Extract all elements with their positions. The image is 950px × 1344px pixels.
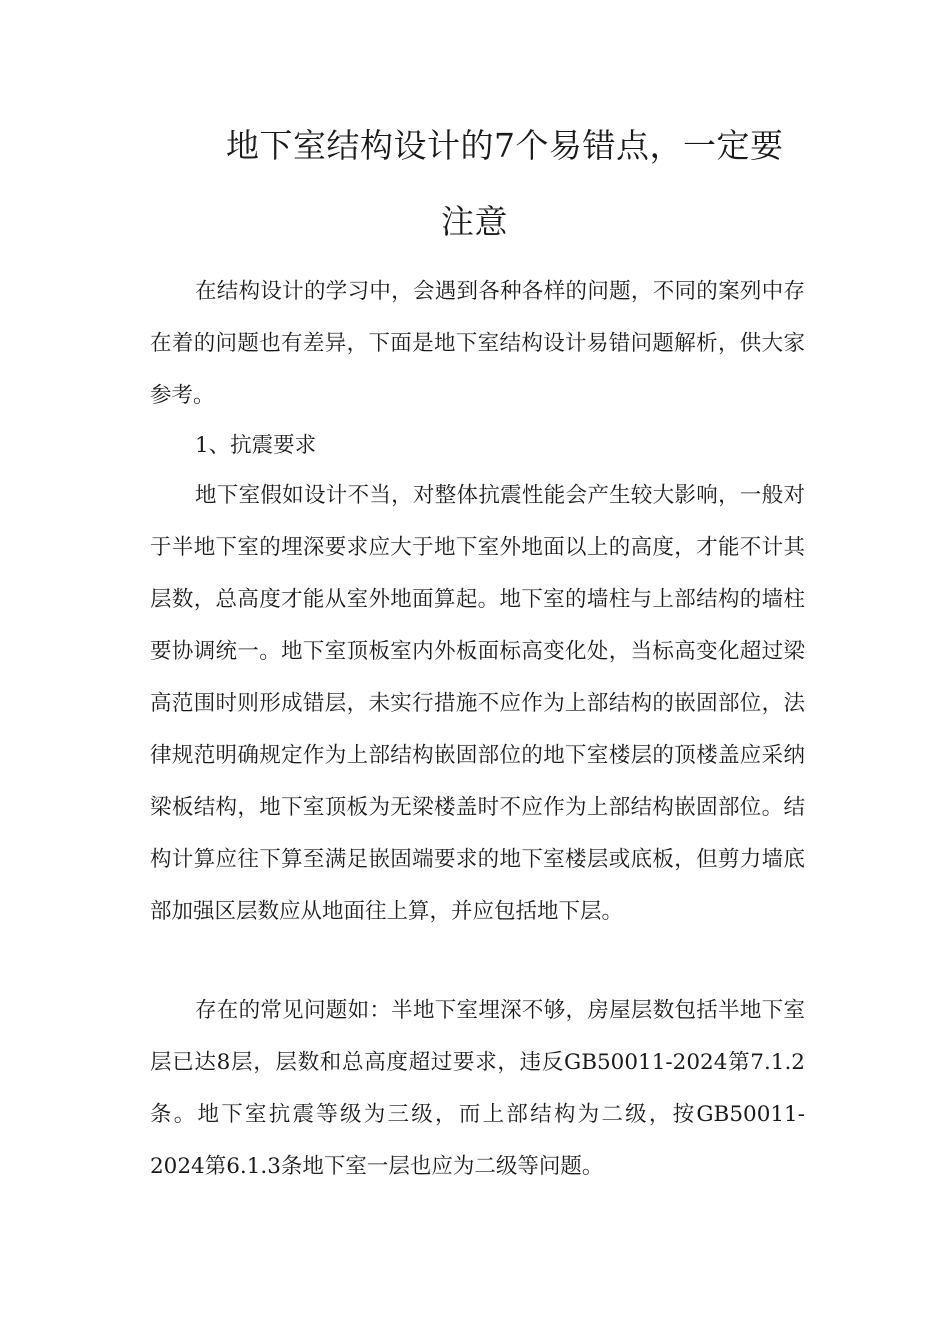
- section-1-heading: 1、抗震要求: [195, 433, 317, 458]
- section-issues-block: [150, 985, 805, 1193]
- section-body-block: [150, 470, 805, 938]
- document-title-line-1: 地下室结构设计的7个易错点，一定要: [226, 126, 784, 165]
- document-title-line-2: 注意: [441, 202, 508, 241]
- section-heading-block: [150, 420, 805, 472]
- intro-paragraph-block: [150, 266, 805, 422]
- intro-paragraph: 在结构设计的学习中，会遇到各种各样的问题，不同的案列中存在着的问题也有差异，下面是地下室结构设计易错问题解析，供大家参考。: [150, 279, 805, 408]
- section-1-issues-paragraph: 存在的常见问题如：半地下室埋深不够，房屋层数包括半地下室层已达8层，层数和总高度超过要求，违反GB50011-2024第7.1.2条。地下室抗震等级为三级，而上部结构为二级，按GB50011-2024第6.1.3条地下室一层也应为二级等问题。: [150, 998, 805, 1179]
- section-1-body-paragraph: 地下室假如设计不当，对整体抗震性能会产生较大影响，一般对于半地下室的埋深要求应大于地下室外地面以上的高度，才能不计其层数，总高度才能从室外地面算起。地下室的墙柱与上部结构的墙柱要协调统一。地下室顶板室内外板面标高变化处，当标高变化超过梁高范围时则形成错层，未实行措施不应作为上部结构的嵌固部位，法律规范明确规定作为上部结构嵌固部位的地下室楼层的顶楼盖应采纳梁板结构，地下室顶板为无梁楼盖时不应作为上部结构嵌固部位。结构计算应往下算至满足嵌固端要求的地下室楼层或底板，但剪力墙底部加强区层数应从地面往上算，并应包括地下层。: [150, 483, 805, 924]
